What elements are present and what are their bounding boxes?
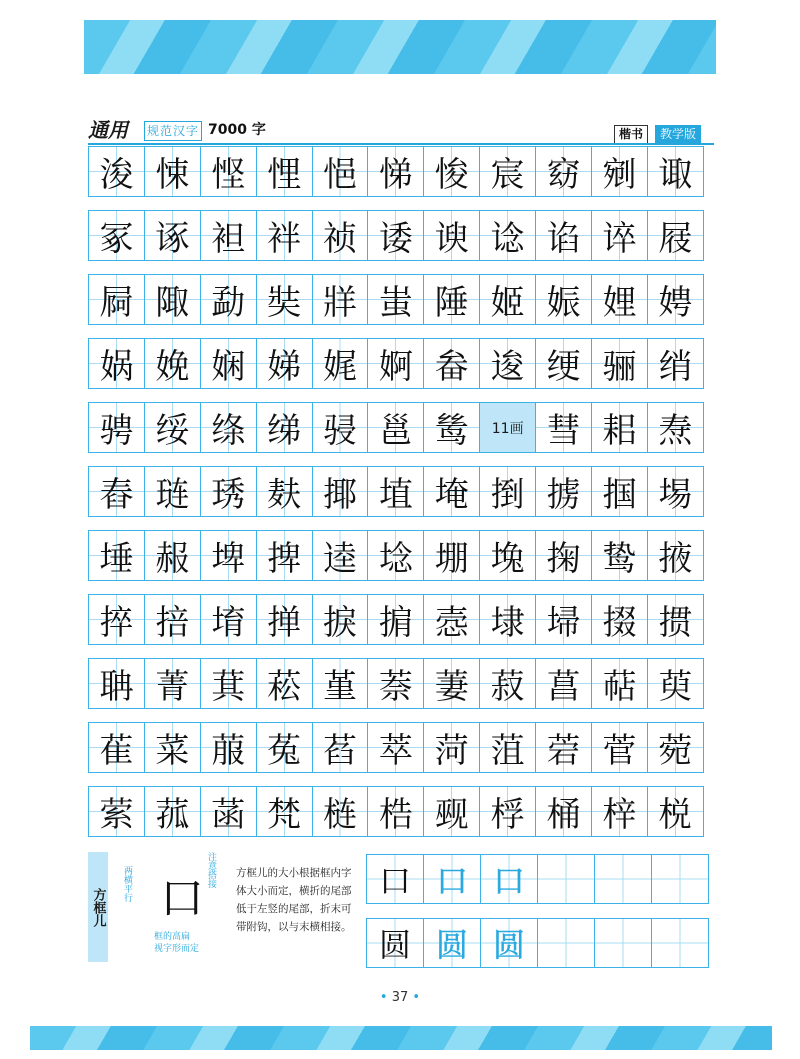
grid-cell: 陬 (144, 274, 201, 325)
practice-trace-cell: 圆 (423, 918, 481, 968)
grid-cell: 掸 (256, 594, 313, 645)
grid-cell: 娉 (647, 274, 704, 325)
brand-count: 7000 字 (208, 122, 266, 138)
grid-cell: 菏 (423, 722, 480, 773)
grid-cell: 埵 (88, 530, 145, 581)
grid-cell: 骊 (591, 338, 648, 389)
grid-cell: 袢 (256, 210, 313, 261)
practice-row (366, 854, 714, 904)
grid-cell: 萑 (88, 722, 145, 773)
grid-cell: 捯 (479, 466, 536, 517)
annotation-bottom-1: 框的高扁 (154, 932, 191, 942)
grid-cell: 焘 (647, 402, 704, 453)
grid-cell: 牂 (312, 274, 369, 325)
practice-empty-cell (537, 854, 595, 904)
grid-cell: 赧 (144, 530, 201, 581)
practice-trace-cell: 圆 (480, 918, 538, 968)
brand-title: 通用 (88, 118, 128, 142)
grid-cell: 姬 (479, 274, 536, 325)
grid-cell: 堋 (423, 530, 480, 581)
header-divider (88, 143, 714, 145)
grid-cell: 萋 (423, 658, 480, 709)
grid-cell: 窈 (535, 146, 592, 197)
lesson-section (88, 852, 714, 978)
grid-cell: 埝 (367, 530, 424, 581)
grid-row (88, 594, 714, 645)
lesson-description: 方框儿的大小根据框内字体大小而定，横折的尾部低于左竖的尾部，折末可带附钩，以与末横相接。 (236, 867, 352, 933)
grid-cell: 宸 (479, 146, 536, 197)
grid-cell: 掊 (144, 594, 201, 645)
annotation-bottom-2: 视字形而定 (154, 944, 200, 954)
grid-cell: 埽 (535, 594, 592, 645)
grid-cell: 彗 (535, 402, 592, 453)
grid-cell: 谄 (535, 210, 592, 261)
grid-cell: 琇 (200, 466, 257, 517)
grid-cell: 婀 (367, 338, 424, 389)
grid-cell: 袒 (200, 210, 257, 261)
grid-row (88, 658, 714, 709)
grid-row (88, 722, 714, 773)
grid-cell: 聃 (88, 658, 145, 709)
grid-cell: 菜 (144, 722, 201, 773)
grid-cell: 娣 (256, 338, 313, 389)
grid-cell: 萘 (367, 658, 424, 709)
grid-cell: 悝 (256, 146, 313, 197)
grid-cell: 舂 (88, 466, 145, 517)
grid-cell: 觋 (423, 786, 480, 837)
grid-cell: 诿 (367, 210, 424, 261)
grid-cell: 萸 (647, 658, 704, 709)
grid-cell: 菰 (144, 786, 201, 837)
brand-subtitle: 规范汉字 (144, 121, 202, 141)
bottom-decorative-band (30, 1026, 772, 1050)
grid-cell: 娲 (88, 338, 145, 389)
grid-cell: 诼 (144, 210, 201, 261)
grid-cell: 梿 (312, 786, 369, 837)
grid-cell: 琏 (144, 466, 201, 517)
grid-cell: 剜 (591, 146, 648, 197)
grid-cell: 菹 (479, 722, 536, 773)
page-number (0, 990, 800, 1005)
grid-cell: 菪 (535, 722, 592, 773)
practice-empty-cell (594, 854, 652, 904)
practice-model-cell: 圆 (366, 918, 424, 968)
grid-row (88, 146, 714, 197)
grid-cell: 掮 (367, 594, 424, 645)
grid-row (88, 402, 714, 453)
grid-cell: 悭 (200, 146, 257, 197)
grid-cell: 菘 (256, 658, 313, 709)
grid-cell: 娌 (591, 274, 648, 325)
grid-cell: 梵 (256, 786, 313, 837)
grid-cell: 桶 (535, 786, 592, 837)
grid-cell: 勐 (200, 274, 257, 325)
practice-grid (366, 854, 714, 982)
grid-cell: 萦 (88, 786, 145, 837)
style-tag: 楷书 (614, 125, 648, 144)
page-header (88, 118, 714, 142)
grid-cell: 悌 (367, 146, 424, 197)
grid-cell: 蚩 (367, 274, 424, 325)
grid-cell: 堇 (312, 658, 369, 709)
grid-cell: 绦 (200, 402, 257, 453)
grid-cell: 萜 (591, 658, 648, 709)
grid-cell: 掖 (647, 530, 704, 581)
example-character: 口 (160, 873, 204, 924)
grid-cell: 堉 (200, 594, 257, 645)
grid-cell: 堍 (479, 530, 536, 581)
lesson-title: 方框儿 (88, 852, 108, 962)
grid-row (88, 274, 714, 325)
grid-cell: 逡 (479, 338, 536, 389)
grid-cell: 娠 (535, 274, 592, 325)
practice-empty-cell (594, 918, 652, 968)
grid-cell: 萃 (367, 722, 424, 773)
practice-trace-cell: 口 (423, 854, 481, 904)
grid-cell: 麸 (256, 466, 313, 517)
practice-trace-cell: 口 (480, 854, 538, 904)
grid-cell: 掳 (535, 466, 592, 517)
grid-cell: 绠 (535, 338, 592, 389)
grid-cell: 掼 (647, 594, 704, 645)
grid-cell: 骎 (312, 402, 369, 453)
grid-cell: 鸶 (423, 402, 480, 453)
grid-cell: 埸 (647, 466, 704, 517)
grid-cell: 娩 (144, 338, 201, 389)
grid-cell: 掴 (591, 466, 648, 517)
grid-cell: 悚 (144, 146, 201, 197)
character-grid (88, 146, 714, 850)
grid-cell: 绨 (256, 402, 313, 453)
grid-cell: 菽 (479, 658, 536, 709)
grid-cell: 奘 (256, 274, 313, 325)
grid-cell: 逵 (312, 530, 369, 581)
grid-cell: 邕 (367, 402, 424, 453)
grid-cell: 诹 (647, 146, 704, 197)
grid-cell: 陲 (423, 274, 480, 325)
grid-cell: 谀 (423, 210, 480, 261)
grid-cell: 畚 (423, 338, 480, 389)
grid-cell: 屙 (88, 274, 145, 325)
annotation-right: 注意搭接 (206, 852, 216, 888)
grid-cell: 揶 (312, 466, 369, 517)
grid-cell: 悛 (423, 146, 480, 197)
grid-cell: 悒 (312, 146, 369, 197)
grid-cell: 掇 (591, 594, 648, 645)
grid-row (88, 786, 714, 837)
grid-cell: 娓 (312, 338, 369, 389)
practice-empty-cell (537, 918, 595, 968)
grid-cell: 悫 (423, 594, 480, 645)
grid-cell: 埤 (200, 530, 257, 581)
grid-cell: 捩 (312, 594, 369, 645)
grid-row (88, 466, 714, 517)
grid-row (88, 210, 714, 261)
annotation-left: 两横平行 (122, 866, 132, 902)
grid-cell: 菟 (256, 722, 313, 773)
grid-cell: 祯 (312, 210, 369, 261)
grid-cell: 谂 (479, 210, 536, 261)
grid-row (88, 338, 714, 389)
grid-cell: 埯 (423, 466, 480, 517)
practice-empty-cell (651, 854, 709, 904)
grid-cell: 菀 (647, 722, 704, 773)
page-number-value: 37 (391, 990, 409, 1005)
grid-cell: 菡 (200, 786, 257, 837)
grid-cell: 浚 (88, 146, 145, 197)
grid-cell: 棁 (647, 786, 704, 837)
grid-cell: 菁 (144, 658, 201, 709)
grid-cell: 菅 (591, 722, 648, 773)
grid-cell: 菔 (200, 722, 257, 773)
grid-cell: 梓 (591, 786, 648, 837)
grid-cell: 菖 (535, 658, 592, 709)
grid-row (88, 530, 714, 581)
grid-cell: 绡 (647, 338, 704, 389)
practice-model-cell: 口 (366, 854, 424, 904)
page-number-dot-right: • (412, 990, 421, 1005)
grid-cell: 捭 (256, 530, 313, 581)
radical-diagram (112, 852, 232, 962)
grid-cell: 捽 (88, 594, 145, 645)
grid-cell: 冢 (88, 210, 145, 261)
page-number-dot-left: • (379, 990, 388, 1005)
grid-cell: 埭 (479, 594, 536, 645)
grid-cell: 娴 (200, 338, 257, 389)
grid-cell: 梏 (367, 786, 424, 837)
edition-tag: 教学版 (655, 125, 701, 144)
grid-cell: 埴 (367, 466, 424, 517)
grid-cell: 鸷 (591, 530, 648, 581)
practice-empty-cell (651, 918, 709, 968)
grid-cell: 绥 (144, 402, 201, 453)
grid-cell: 萏 (312, 722, 369, 773)
practice-row (366, 918, 714, 968)
stroke-count-label: 11画 (479, 402, 536, 453)
grid-cell: 谇 (591, 210, 648, 261)
grid-cell: 屐 (647, 210, 704, 261)
grid-cell: 掬 (535, 530, 592, 581)
grid-cell: 骋 (88, 402, 145, 453)
grid-cell: 萁 (200, 658, 257, 709)
top-decorative-band (84, 20, 716, 74)
grid-cell: 耜 (591, 402, 648, 453)
grid-cell: 桴 (479, 786, 536, 837)
